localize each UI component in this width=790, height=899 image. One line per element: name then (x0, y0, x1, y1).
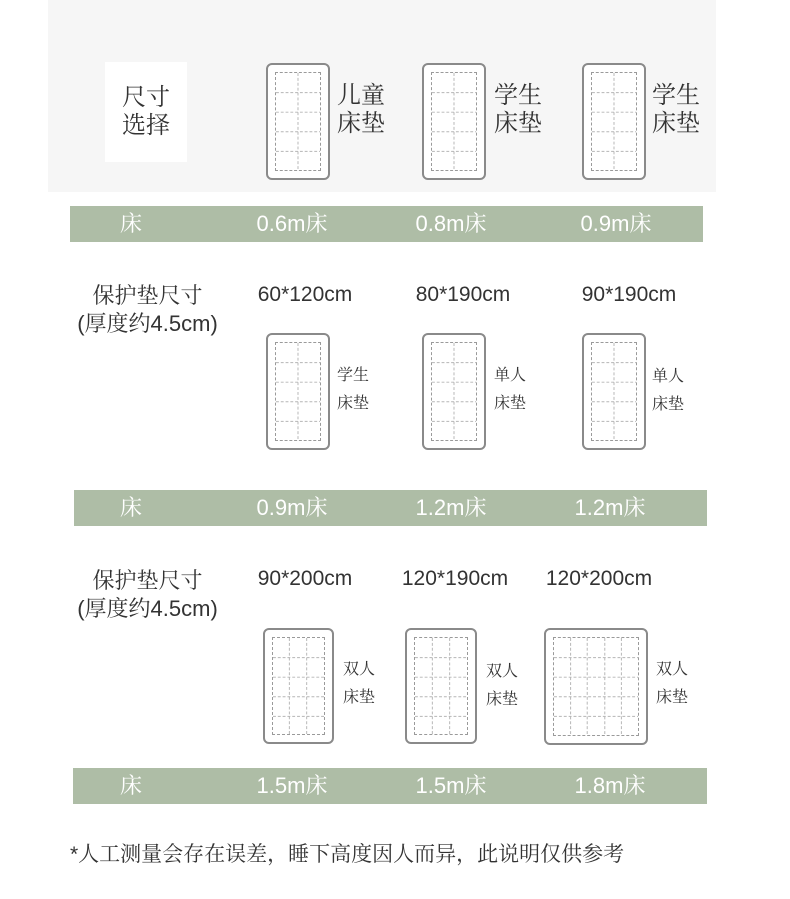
mattress-type-label: 单人 床垫 (494, 367, 527, 412)
band-cell: 床 (119, 773, 142, 798)
dimension-label: 120*190cm (401, 567, 509, 590)
dimension-label: 120*200cm (545, 567, 653, 590)
mattress-type-label: 学生 床垫 (652, 82, 700, 137)
mattress-icon (263, 628, 334, 744)
mattress-icon (266, 63, 330, 180)
band-cell: 床 (119, 495, 142, 520)
band-cell: 1.5m床 (256, 773, 328, 798)
protector-size-label: 保护垫尺寸 (厚度约4.5cm) (77, 568, 218, 621)
band-cell: 0.9m床 (256, 495, 328, 520)
dimension-label: 60*120cm (257, 283, 353, 306)
band-cell: 1.2m床 (574, 495, 646, 520)
band-cell: 0.8m床 (415, 211, 487, 236)
band-cell: 1.2m床 (415, 495, 487, 520)
mattress-icon (405, 628, 477, 744)
mattress-type-label: 学生 床垫 (337, 367, 370, 412)
mattress-type-label: 学生 床垫 (494, 82, 542, 137)
footer-note: *人工测量会存在误差，睡下高度因人而异，此说明仅供参考 (70, 843, 625, 866)
mattress-icon (422, 333, 486, 450)
mattress-type-label: 双人 床垫 (656, 661, 689, 706)
dimension-label: 90*200cm (257, 567, 353, 590)
band-cell: 0.6m床 (256, 211, 328, 236)
band-cell: 1.5m床 (415, 773, 487, 798)
dimension-label: 80*190cm (415, 283, 511, 306)
band-cell: 1.8m床 (574, 773, 646, 798)
dimension-label: 90*190cm (581, 283, 677, 306)
band-cell: 0.9m床 (580, 211, 652, 236)
size-select-label: 尺寸 选择 (122, 84, 170, 139)
mattress-icon (582, 63, 646, 180)
mattress-type-label: 双人 床垫 (343, 661, 376, 706)
mattress-icon (582, 333, 646, 450)
mattress-type-label: 双人 床垫 (486, 663, 519, 708)
band-cell: 床 (119, 211, 142, 236)
mattress-type-label: 单人 床垫 (652, 368, 685, 413)
mattress-icon (422, 63, 486, 180)
mattress-icon (544, 628, 648, 745)
mattress-type-label: 儿童 床垫 (337, 82, 385, 137)
size-select-box (105, 62, 187, 162)
protector-size-label: 保护垫尺寸 (厚度约4.5cm) (77, 283, 218, 336)
mattress-icon (266, 333, 330, 450)
